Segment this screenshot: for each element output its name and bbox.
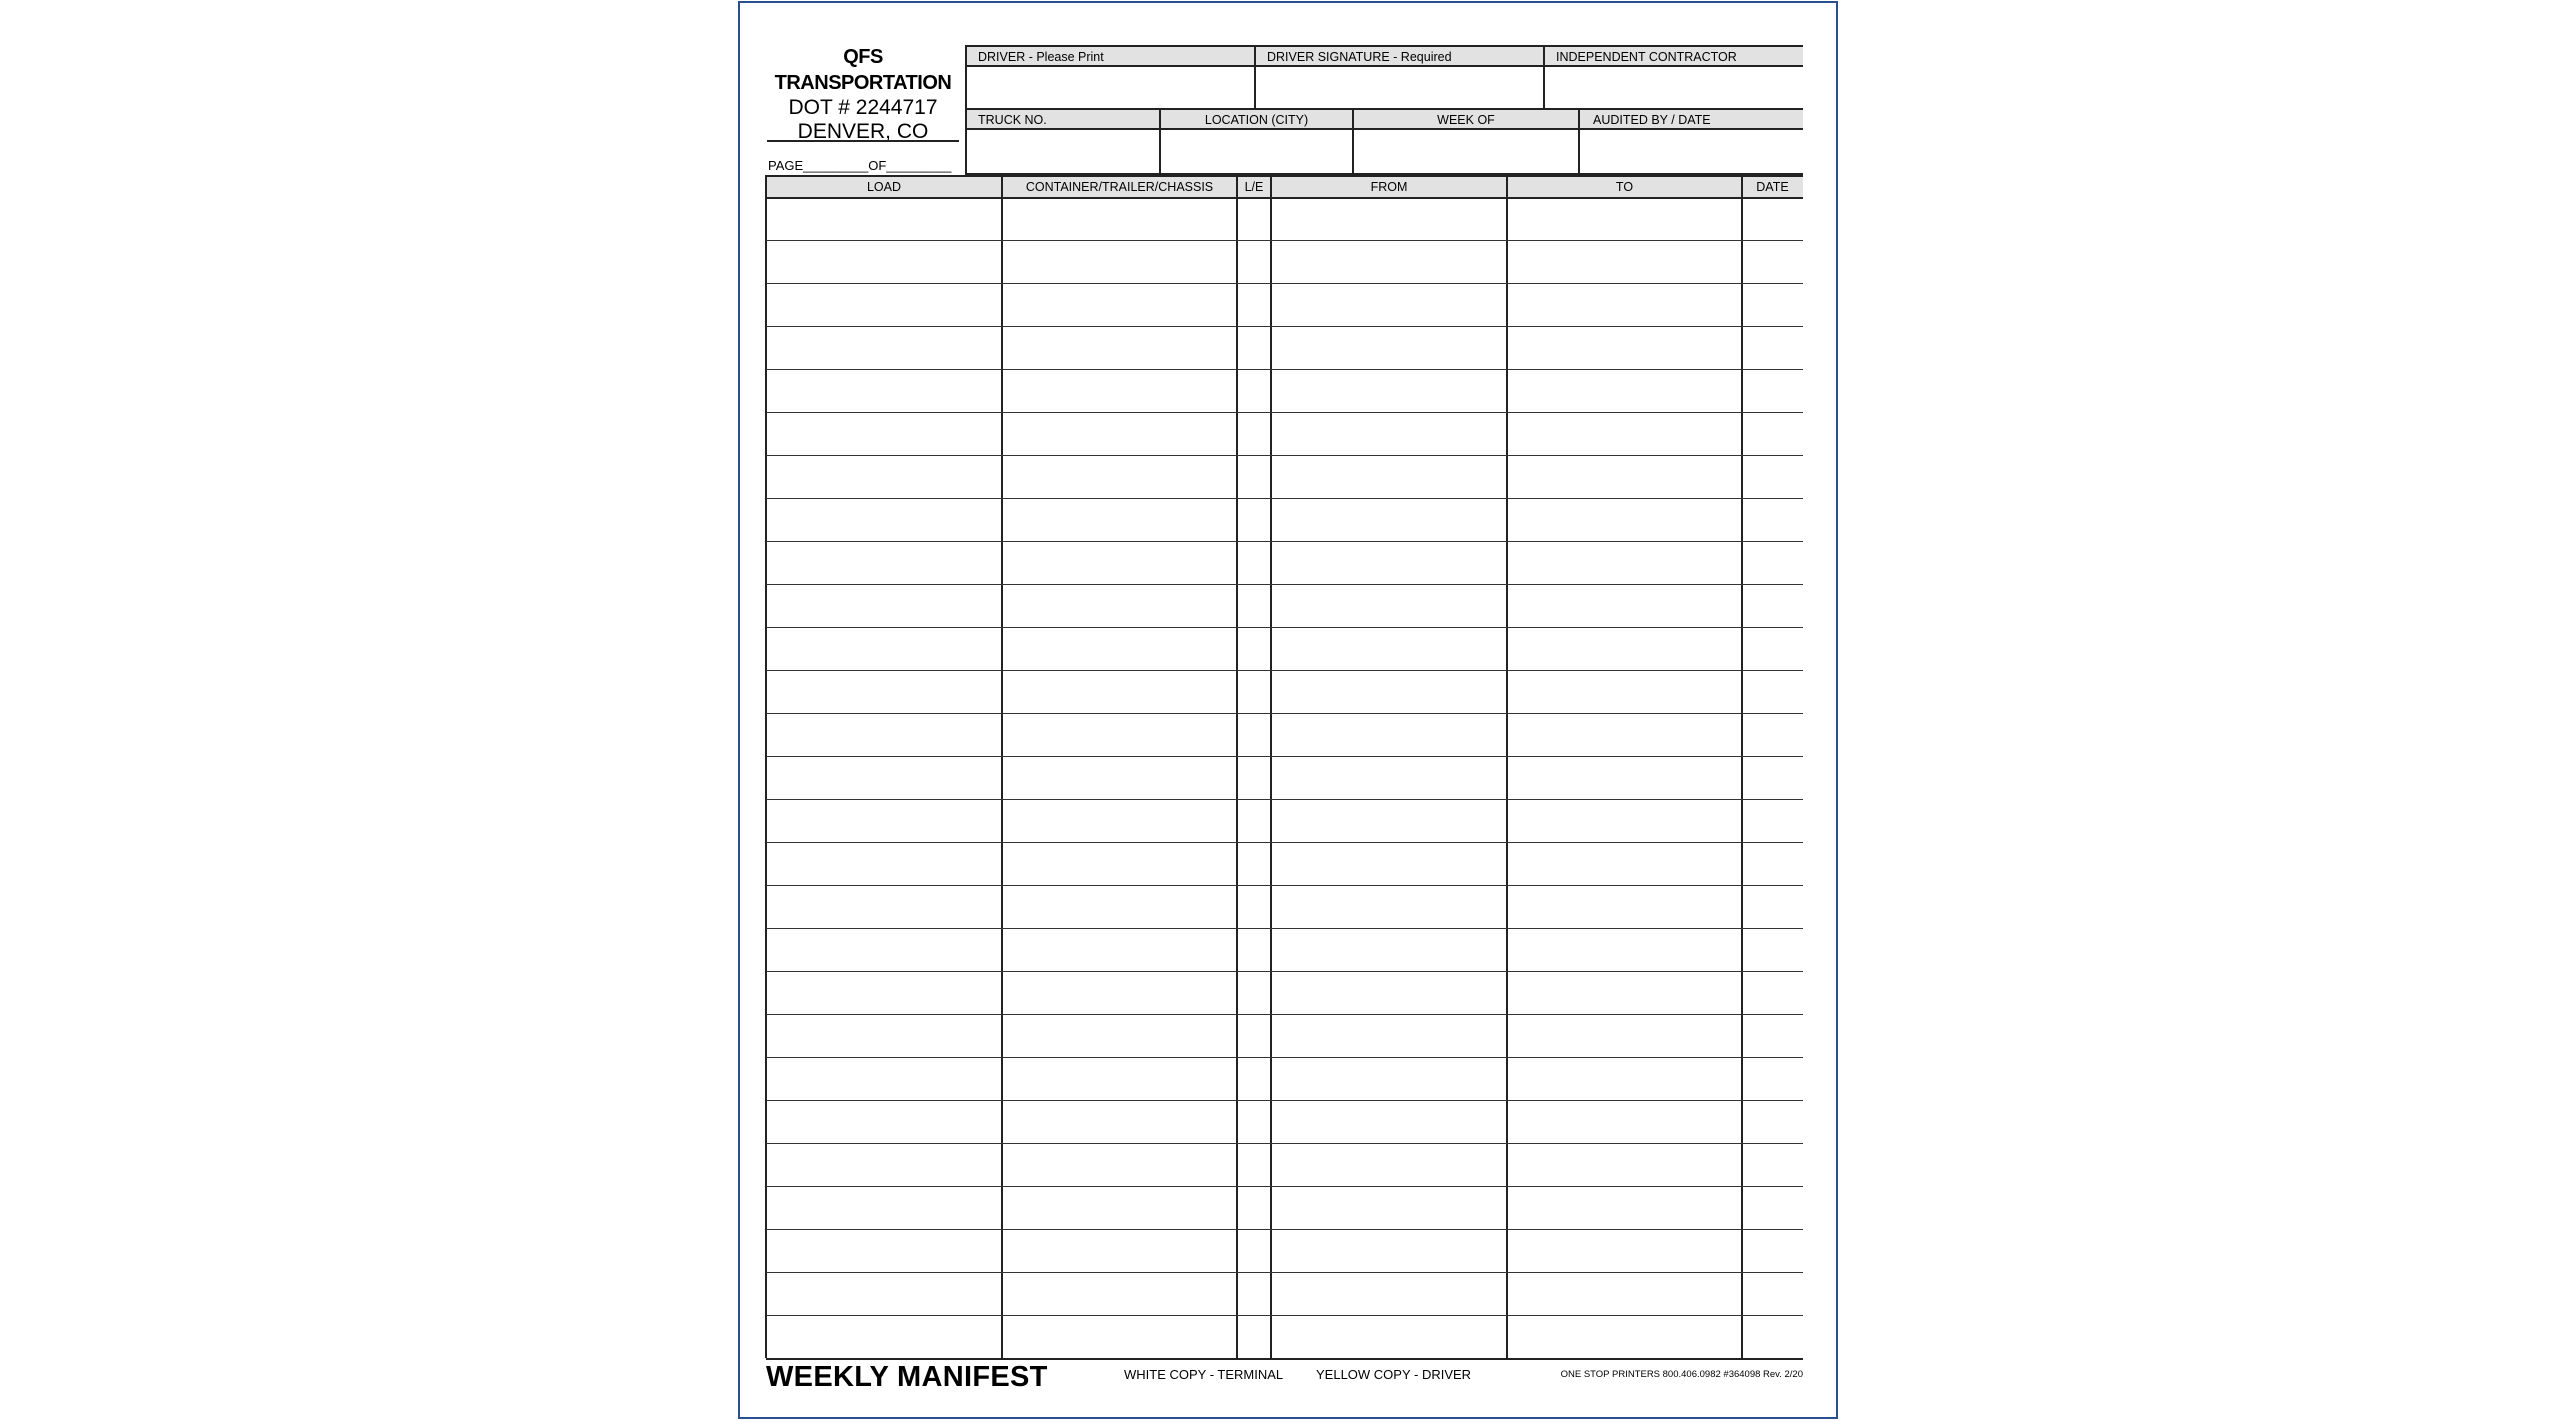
yellow-copy-note: YELLOW COPY - DRIVER xyxy=(1316,1367,1472,1382)
table-row[interactable] xyxy=(766,369,1803,370)
audited-by-label: AUDITED BY / DATE xyxy=(1580,110,1803,130)
table-row[interactable] xyxy=(766,1143,1803,1144)
page-of-field[interactable]: PAGE_________OF_________ xyxy=(768,158,952,173)
week-of-field[interactable] xyxy=(1352,110,1578,175)
table-row[interactable] xyxy=(766,713,1803,714)
driver-field[interactable] xyxy=(965,45,1254,110)
column-container: CONTAINER/TRAILER/CHASSIS xyxy=(1025,180,1214,194)
table-row[interactable] xyxy=(766,928,1803,929)
table-row[interactable] xyxy=(766,1057,1803,1058)
company-city: DENVER, CO xyxy=(797,120,929,143)
table-row[interactable] xyxy=(766,627,1803,628)
company-name: QFS TRANSPORTATION xyxy=(774,46,952,94)
table-row[interactable] xyxy=(766,1100,1803,1101)
week-of-label: WEEK OF xyxy=(1354,110,1578,130)
driver-signature-field[interactable] xyxy=(1254,45,1543,110)
column-to: TO xyxy=(1615,180,1634,194)
table-row[interactable] xyxy=(766,412,1803,413)
table-row[interactable] xyxy=(766,455,1803,456)
column-divider xyxy=(765,175,767,1358)
table-row[interactable] xyxy=(766,240,1803,241)
table-row[interactable] xyxy=(766,283,1803,284)
column-divider xyxy=(1270,175,1272,1358)
table-row[interactable] xyxy=(766,541,1803,542)
table-bottom-rule xyxy=(766,1358,1803,1360)
column-divider xyxy=(1506,175,1508,1358)
company-divider xyxy=(767,140,959,142)
table-row[interactable] xyxy=(766,1315,1803,1316)
table-row[interactable] xyxy=(766,326,1803,327)
column-divider xyxy=(1001,175,1003,1358)
table-row[interactable] xyxy=(766,885,1803,886)
table-row[interactable] xyxy=(766,971,1803,972)
driver-signature-label: DRIVER SIGNATURE - Required xyxy=(1256,47,1543,67)
truck-no-field[interactable] xyxy=(965,110,1159,175)
table-row[interactable] xyxy=(766,498,1803,499)
table-row[interactable] xyxy=(766,842,1803,843)
column-divider xyxy=(1741,175,1743,1358)
form-title: WEEKLY MANIFEST xyxy=(766,1361,1048,1393)
printer-credit: ONE STOP PRINTERS 800.406.0982 #364098 Rev. 2/20 xyxy=(1560,1369,1803,1380)
contractor-field[interactable] xyxy=(1543,45,1803,110)
table-header xyxy=(766,175,1803,199)
table-row[interactable] xyxy=(766,1229,1803,1230)
column-date: DATE xyxy=(1756,180,1789,194)
white-copy-note: WHITE COPY - TERMINAL xyxy=(1124,1367,1284,1382)
table-row[interactable] xyxy=(766,756,1803,757)
contractor-label: INDEPENDENT CONTRACTOR xyxy=(1545,47,1803,67)
column-divider xyxy=(1236,175,1238,1358)
driver-label: DRIVER - Please Print xyxy=(967,47,1254,67)
table-row[interactable] xyxy=(766,584,1803,585)
table-row[interactable] xyxy=(766,1014,1803,1015)
location-label: LOCATION (CITY) xyxy=(1161,110,1352,130)
column-from: FROM xyxy=(1370,180,1408,194)
table-row[interactable] xyxy=(766,1272,1803,1273)
table-row[interactable] xyxy=(766,799,1803,800)
column-le: L/E xyxy=(1244,180,1264,194)
audited-by-field[interactable] xyxy=(1578,110,1803,175)
dot-number: DOT # 2244717 xyxy=(788,96,938,119)
column-load: LOAD xyxy=(866,180,902,194)
truck-no-label: TRUCK NO. xyxy=(967,110,1159,130)
manifest-sheet xyxy=(738,1,1838,1419)
table-row[interactable] xyxy=(766,670,1803,671)
table-row[interactable] xyxy=(766,1186,1803,1187)
location-field[interactable] xyxy=(1159,110,1352,175)
company-block xyxy=(767,44,959,144)
